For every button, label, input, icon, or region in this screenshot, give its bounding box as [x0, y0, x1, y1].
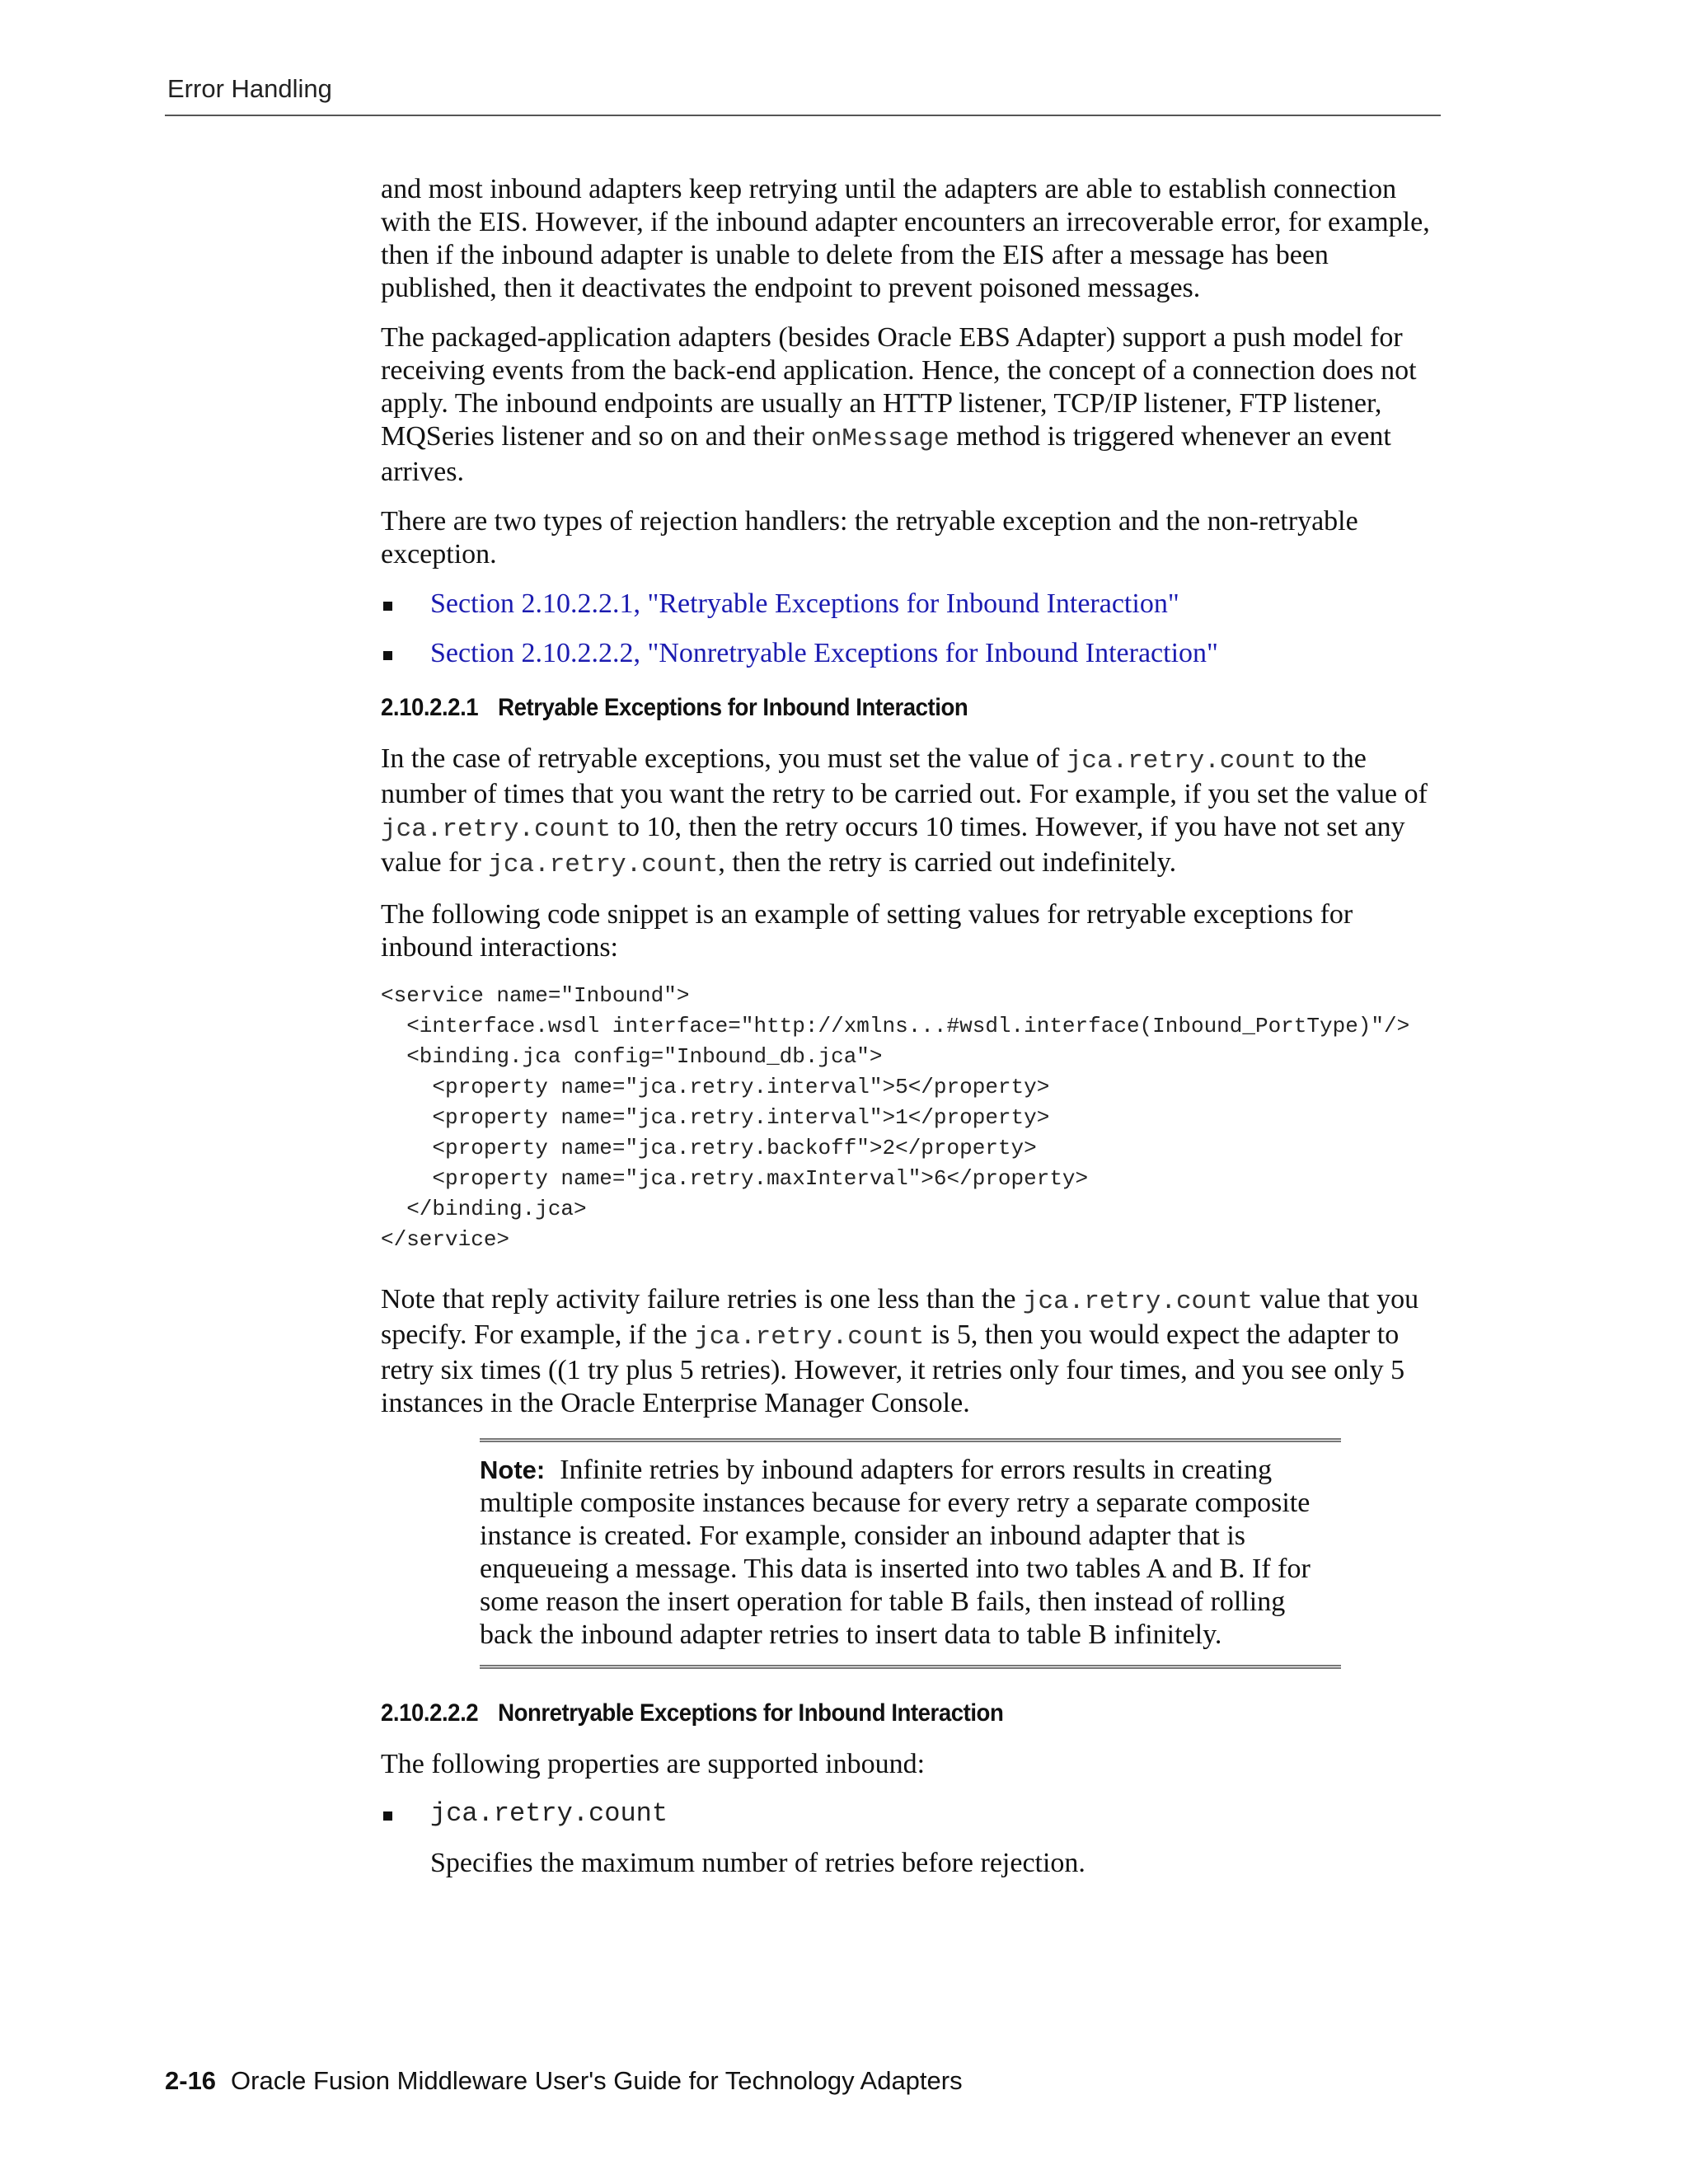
paragraph: The following code snippet is an example of setting values for retryable exceptions for inbound interactions:	[381, 899, 1353, 963]
section-heading-nonretryable	[381, 1697, 1355, 1730]
page-footer	[165, 2066, 963, 2096]
page-number: 2-16	[165, 2066, 217, 2095]
paragraph-text: is 5, then you would expect the adapter to retry six times ((1 try plus 5 retries). However, it retries only four times, and you see only 5 instances in the Oracle Enterprise Manager Console.	[381, 1319, 1405, 1418]
paragraph-text: to the number of times that you want the retry to be carried out. For example, if you set the value of	[381, 743, 1428, 809]
book-title: Oracle Fusion Middleware User's Guide for Technology Adapters	[231, 2066, 963, 2095]
paragraph	[381, 743, 1440, 882]
paragraph-text: In the case of retryable exceptions, you must set the value of	[381, 743, 1067, 774]
paragraph-text: method is triggered whenever an event arrives.	[381, 421, 1391, 487]
note-paragraph	[480, 1454, 1341, 1652]
inline-code: jca.retry.count	[694, 1323, 925, 1352]
cross-reference-list	[381, 588, 1440, 670]
square-bullet-icon	[383, 1811, 392, 1821]
inline-code: jca.retry.count	[1022, 1287, 1253, 1316]
code-snippet: <service name="Inbound"> <interface.wsdl interface="http://xmlns...#wsdl.interface(Inbound_PortType)"/> <binding.jca config="Inbound_db.jca"> <property name="jca.retry.interval">5</property> <property name="jca.retry.interval">1</property> <property name="jca.retry.backoff">2</property> <property name="jca.retry.maxInterval">6</property> </binding.jca> </service>	[381, 983, 1410, 1252]
paragraph-text: to 10, then the retry occurs 10 times. However, if you have not set any value for	[381, 812, 1405, 878]
paragraph: and most inbound adapters keep retrying until the adapters are able to establish connection with the EIS. However, if the inbound adapter encounters an irrecoverable error, for example, then if the inbound adapter is unable to delete from the EIS after a message has been published, then it deactivates the endpoint to prevent poisoned messages.	[381, 174, 1430, 303]
section-title: Retryable Exceptions for Inbound Interaction	[498, 694, 968, 721]
section-heading-retryable	[381, 691, 1355, 724]
inline-code: jca.retry.count	[381, 815, 612, 844]
paragraph	[381, 321, 1440, 489]
property-name: jca.retry.count	[430, 1798, 668, 1829]
inline-code: jca.retry.count	[488, 851, 719, 879]
note-box	[480, 1438, 1341, 1669]
main-content	[381, 173, 1440, 1880]
link-nonretryable-exceptions[interactable]: Section 2.10.2.2.2, "Nonretryable Exceptions for Inbound Interaction"	[430, 638, 1218, 668]
running-header: Error Handling	[167, 74, 332, 103]
section-number: 2.10.2.2.2	[381, 1699, 479, 1727]
section-title: Nonretryable Exceptions for Inbound Interaction	[498, 1699, 1004, 1727]
inline-code: onMessage	[811, 424, 950, 453]
header-rule	[165, 115, 1441, 116]
paragraph	[381, 1283, 1440, 1420]
note-label: Note:	[480, 1455, 546, 1484]
property-description: Specifies the maximum number of retries before rejection.	[430, 1848, 1085, 1878]
paragraph-text: The packaged-application adapters (besides Oracle EBS Adapter) support a push model for receiving events from the back-end application. Hence, the concept of a connection does not apply. The inbound endpoints are usually an HTTP listener, TCP/IP listener, FTP listener, MQSeries listener and so on and their	[381, 322, 1417, 452]
square-bullet-icon	[383, 651, 392, 660]
paragraph: There are two types of rejection handlers: the retryable exception and the non-retryable exception.	[381, 506, 1358, 569]
note-text: Infinite retries by inbound adapters for errors results in creating multiple composite instances because for every retry a separate composite instance is created. For example, consider an inbound adapter that is enqueueing a message. This data is inserted into two tables A and B. If for some reason the insert operation for table B fails, then instead of rolling back the inbound adapter retries to insert data to table B infinitely.	[480, 1455, 1311, 1650]
square-bullet-icon	[383, 602, 392, 611]
list-item	[381, 637, 1440, 670]
paragraph-text: value that you specify. For example, if the	[381, 1284, 1419, 1350]
paragraph-text: , then the retry is carried out indefinitely.	[718, 847, 1177, 878]
link-retryable-exceptions[interactable]: Section 2.10.2.2.1, "Retryable Exceptions for Inbound Interaction"	[430, 588, 1179, 619]
paragraph-text: Note that reply activity failure retries is one less than the	[381, 1284, 1023, 1315]
list-item	[381, 1797, 1440, 1880]
list-item	[381, 588, 1440, 621]
paragraph: The following properties are supported inbound:	[381, 1749, 926, 1779]
inline-code: jca.retry.count	[1066, 747, 1296, 776]
property-list	[381, 1797, 1440, 1880]
section-number: 2.10.2.2.1	[381, 694, 479, 721]
